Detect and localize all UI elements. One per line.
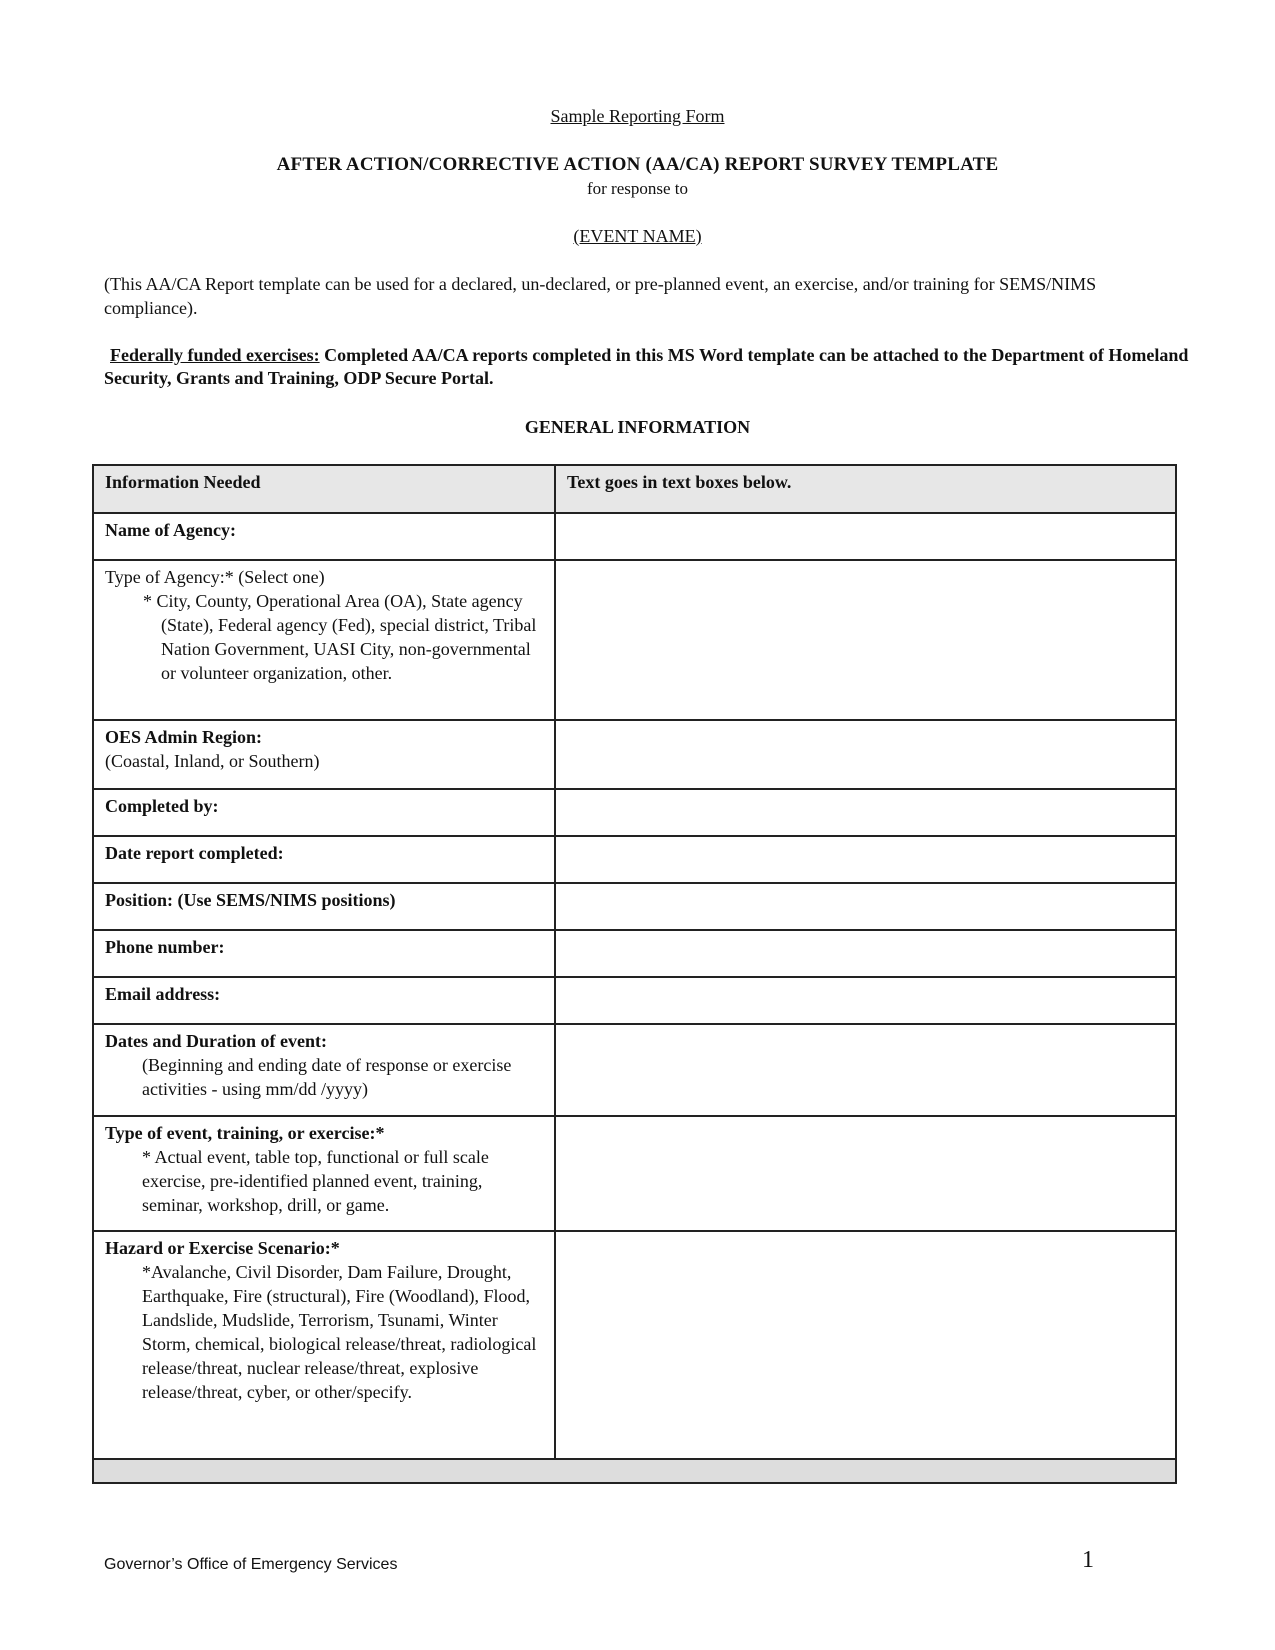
agency-type-field[interactable] [555,560,1176,720]
table-row [93,560,1176,720]
hazard-field[interactable] [555,1231,1176,1459]
notice-label: Federally funded exercises: [110,345,320,365]
table-row [93,513,1176,560]
table-row [93,1231,1176,1459]
federal-funding-notice [104,344,1194,390]
table-row [93,789,1176,836]
table-row [93,1024,1176,1116]
event-name-placeholder: (EVENT NAME) [573,226,702,246]
completed-by-label: Completed by: [93,789,555,836]
column-header-information: Information Needed [93,465,555,513]
phone-label: Phone number: [93,930,555,977]
hazard-label: Hazard or Exercise Scenario:* [105,1238,340,1258]
phone-field[interactable] [555,930,1176,977]
agency-name-field[interactable] [555,513,1176,560]
completed-by-field[interactable] [555,789,1176,836]
oes-region-label: OES Admin Region: [105,727,263,747]
form-title: AFTER ACTION/CORRECTIVE ACTION (AA/CA) REPORT SURVEY TEMPLATE [276,154,999,175]
email-field[interactable] [555,977,1176,1024]
date-completed-label: Date report completed: [93,836,555,883]
table-footer-row [93,1459,1176,1483]
table-footer-bar [93,1459,1176,1483]
form-subtitle: Sample Reporting Form [550,106,725,126]
event-type-field[interactable] [555,1116,1176,1231]
agency-type-cell [93,560,555,720]
email-label: Email address: [93,977,555,1024]
section-heading: GENERAL INFORMATION [524,417,751,437]
table-row [93,977,1176,1024]
table-row [93,883,1176,930]
table-row [93,1116,1176,1231]
agency-name-label: Name of Agency: [93,513,555,560]
event-type-label: Type of event, training, or exercise:* [105,1123,385,1143]
oes-region-note: (Coastal, Inland, or Southern) [105,751,320,771]
agency-type-note: * City, County, Operational Area (OA), State agency (State), Federal agency (Fed), special district, Tribal Nation Government, UASI City, non-governmental or volunteer organization, other. [143,591,537,683]
dates-duration-field[interactable] [555,1024,1176,1116]
general-information-table [92,464,1177,1484]
dates-duration-note: (Beginning and ending date of response or exercise activities - using mm/dd /yyyy) [142,1055,512,1099]
table-row [93,720,1176,789]
dates-duration-label: Dates and Duration of event: [105,1031,327,1051]
footer-organization: Governor’s Office of Emergency Services [104,1556,398,1573]
agency-type-label: Type of Agency:* (Select one) [105,567,325,587]
table-row [93,836,1176,883]
notice-text: Completed AA/CA reports completed in this MS Word template can be attached to the Department of Homeland Security, Grants and Training, ODP Secure Portal. [104,345,1189,388]
position-label: Position: (Use SEMS/NIMS positions) [93,883,555,930]
event-type-cell [93,1116,555,1231]
oes-region-field[interactable] [555,720,1176,789]
page-number: 1 [1082,1547,1094,1573]
column-header-text: Text goes in text boxes below. [555,465,1176,513]
table-header-row [93,465,1176,513]
hazard-cell [93,1231,555,1459]
date-completed-field[interactable] [555,836,1176,883]
for-response-text: for response to [586,179,689,198]
event-type-note: * Actual event, table top, functional or full scale exercise, pre-identified planned event, training, seminar, workshop, drill, or game. [142,1147,489,1215]
intro-paragraph: (This AA/CA Report template can be used for a declared, un-declared, or pre-planned event, an exercise, and/or training for SEMS/NIMS compliance). [104,274,1097,318]
dates-duration-cell [93,1024,555,1116]
position-field[interactable] [555,883,1176,930]
hazard-note: *Avalanche, Civil Disorder, Dam Failure, Drought, Earthquake, Fire (structural), Fire (Woodland), Flood, Landslide, Mudslide, Terrorism, Tsunami, Winter Storm, chemical, biological release/threat, radiological release/threat, nuclear release/threat, explosive release/threat, cyber, or other/specify. [142,1262,537,1402]
table-row [93,930,1176,977]
oes-region-cell [93,720,555,789]
